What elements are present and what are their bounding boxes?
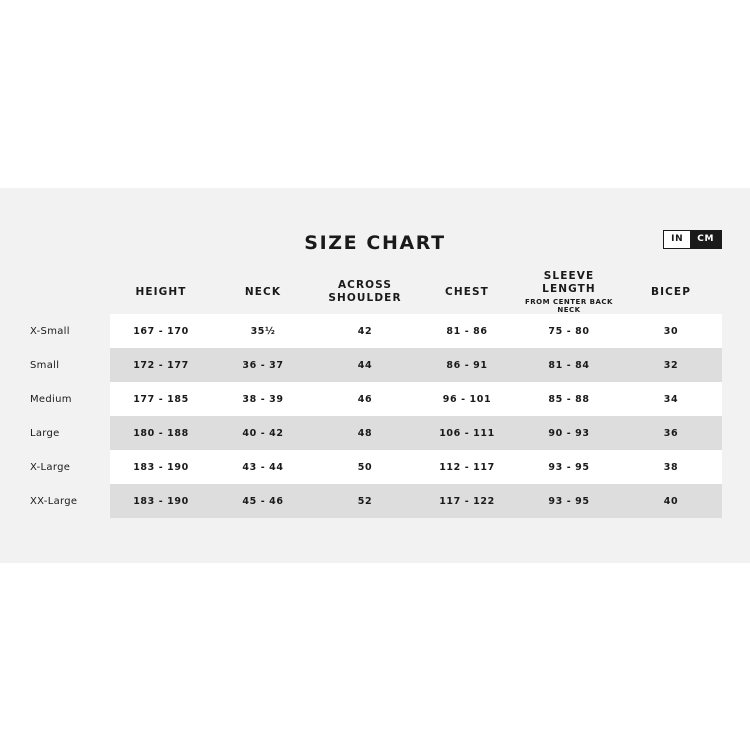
unit-toggle[interactable]: [663, 230, 722, 249]
cell-neck: 38 - 39: [212, 382, 314, 416]
row-size-label: XX-Large: [30, 495, 78, 507]
cell-across-shoulder: 46: [314, 382, 416, 416]
table-header-bicep: [620, 270, 722, 314]
cell-sleeve-length: 93 - 95: [518, 484, 620, 518]
page-title: SIZE CHART: [304, 232, 446, 254]
cell-across-shoulder: 48: [314, 416, 416, 450]
cell-height: 167 - 170: [110, 314, 212, 348]
cell-bicep: 34: [620, 382, 722, 416]
table-header-across-shoulder-label: ACROSS SHOULDER: [328, 279, 402, 304]
cell-across-shoulder: 50: [314, 450, 416, 484]
row-size-label: X-Large: [30, 461, 71, 473]
cell-bicep: 40: [620, 484, 722, 518]
cell-bicep: 36: [620, 416, 722, 450]
table-header-across-shoulder: [314, 270, 416, 314]
cell-across-shoulder: 52: [314, 484, 416, 518]
cell-chest: 81 - 86: [416, 314, 518, 348]
cell-chest: 106 - 111: [416, 416, 518, 450]
cell-height: 172 - 177: [110, 348, 212, 382]
table-header-neck: [212, 270, 314, 314]
table-row: [28, 416, 722, 450]
cell-sleeve-length: 93 - 95: [518, 450, 620, 484]
cell-chest: 117 - 122: [416, 484, 518, 518]
table-row: [28, 314, 722, 348]
table-header-sleeve-length: [518, 270, 620, 314]
cell-sleeve-length: 81 - 84: [518, 348, 620, 382]
table-row: [28, 450, 722, 484]
cell-height: 180 - 188: [110, 416, 212, 450]
row-size-label: X-Small: [30, 325, 70, 337]
cell-chest: 96 - 101: [416, 382, 518, 416]
table-header-bicep-label: BICEP: [651, 285, 691, 298]
size-chart: [0, 188, 750, 563]
cell-neck: 35½: [212, 314, 314, 348]
table-header-sleeve-length-sublabel: FROM CENTER BACK NECK: [524, 298, 613, 314]
cell-neck: 43 - 44: [212, 450, 314, 484]
cell-height: 183 - 190: [110, 450, 212, 484]
cell-neck: 45 - 46: [212, 484, 314, 518]
table-body: [28, 314, 722, 518]
table-header-height-label: HEIGHT: [135, 285, 187, 298]
cell-sleeve-length: 85 - 88: [518, 382, 620, 416]
cell-bicep: 38: [620, 450, 722, 484]
cell-across-shoulder: 44: [314, 348, 416, 382]
size-table: [28, 270, 722, 518]
cell-sleeve-length: 90 - 93: [518, 416, 620, 450]
table-header-corner: [28, 270, 110, 314]
table-header-sleeve-length-label: SLEEVE LENGTH: [542, 270, 596, 295]
row-size-label: Medium: [30, 393, 72, 405]
table-row: [28, 348, 722, 382]
cell-chest: 112 - 117: [416, 450, 518, 484]
table-header: [28, 270, 722, 314]
cell-neck: 36 - 37: [212, 348, 314, 382]
cell-height: 183 - 190: [110, 484, 212, 518]
cell-bicep: 32: [620, 348, 722, 382]
cell-neck: 40 - 42: [212, 416, 314, 450]
table-row: [28, 382, 722, 416]
cell-bicep: 30: [620, 314, 722, 348]
table-row: [28, 484, 722, 518]
cell-height: 177 - 185: [110, 382, 212, 416]
table-header-row: [28, 270, 722, 314]
row-size-label: Small: [30, 359, 60, 371]
table-header-chest: [416, 270, 518, 314]
cell-chest: 86 - 91: [416, 348, 518, 382]
cell-across-shoulder: 42: [314, 314, 416, 348]
cell-sleeve-length: 75 - 80: [518, 314, 620, 348]
size-chart-panel: [0, 188, 750, 563]
table-header-chest-label: CHEST: [445, 285, 489, 298]
table-header-height: [110, 270, 212, 314]
table-header-neck-label: NECK: [244, 285, 282, 298]
unit-toggle-cm[interactable]: CM: [690, 231, 721, 248]
row-size-label: Large: [30, 427, 60, 439]
unit-toggle-in[interactable]: IN: [664, 231, 690, 248]
